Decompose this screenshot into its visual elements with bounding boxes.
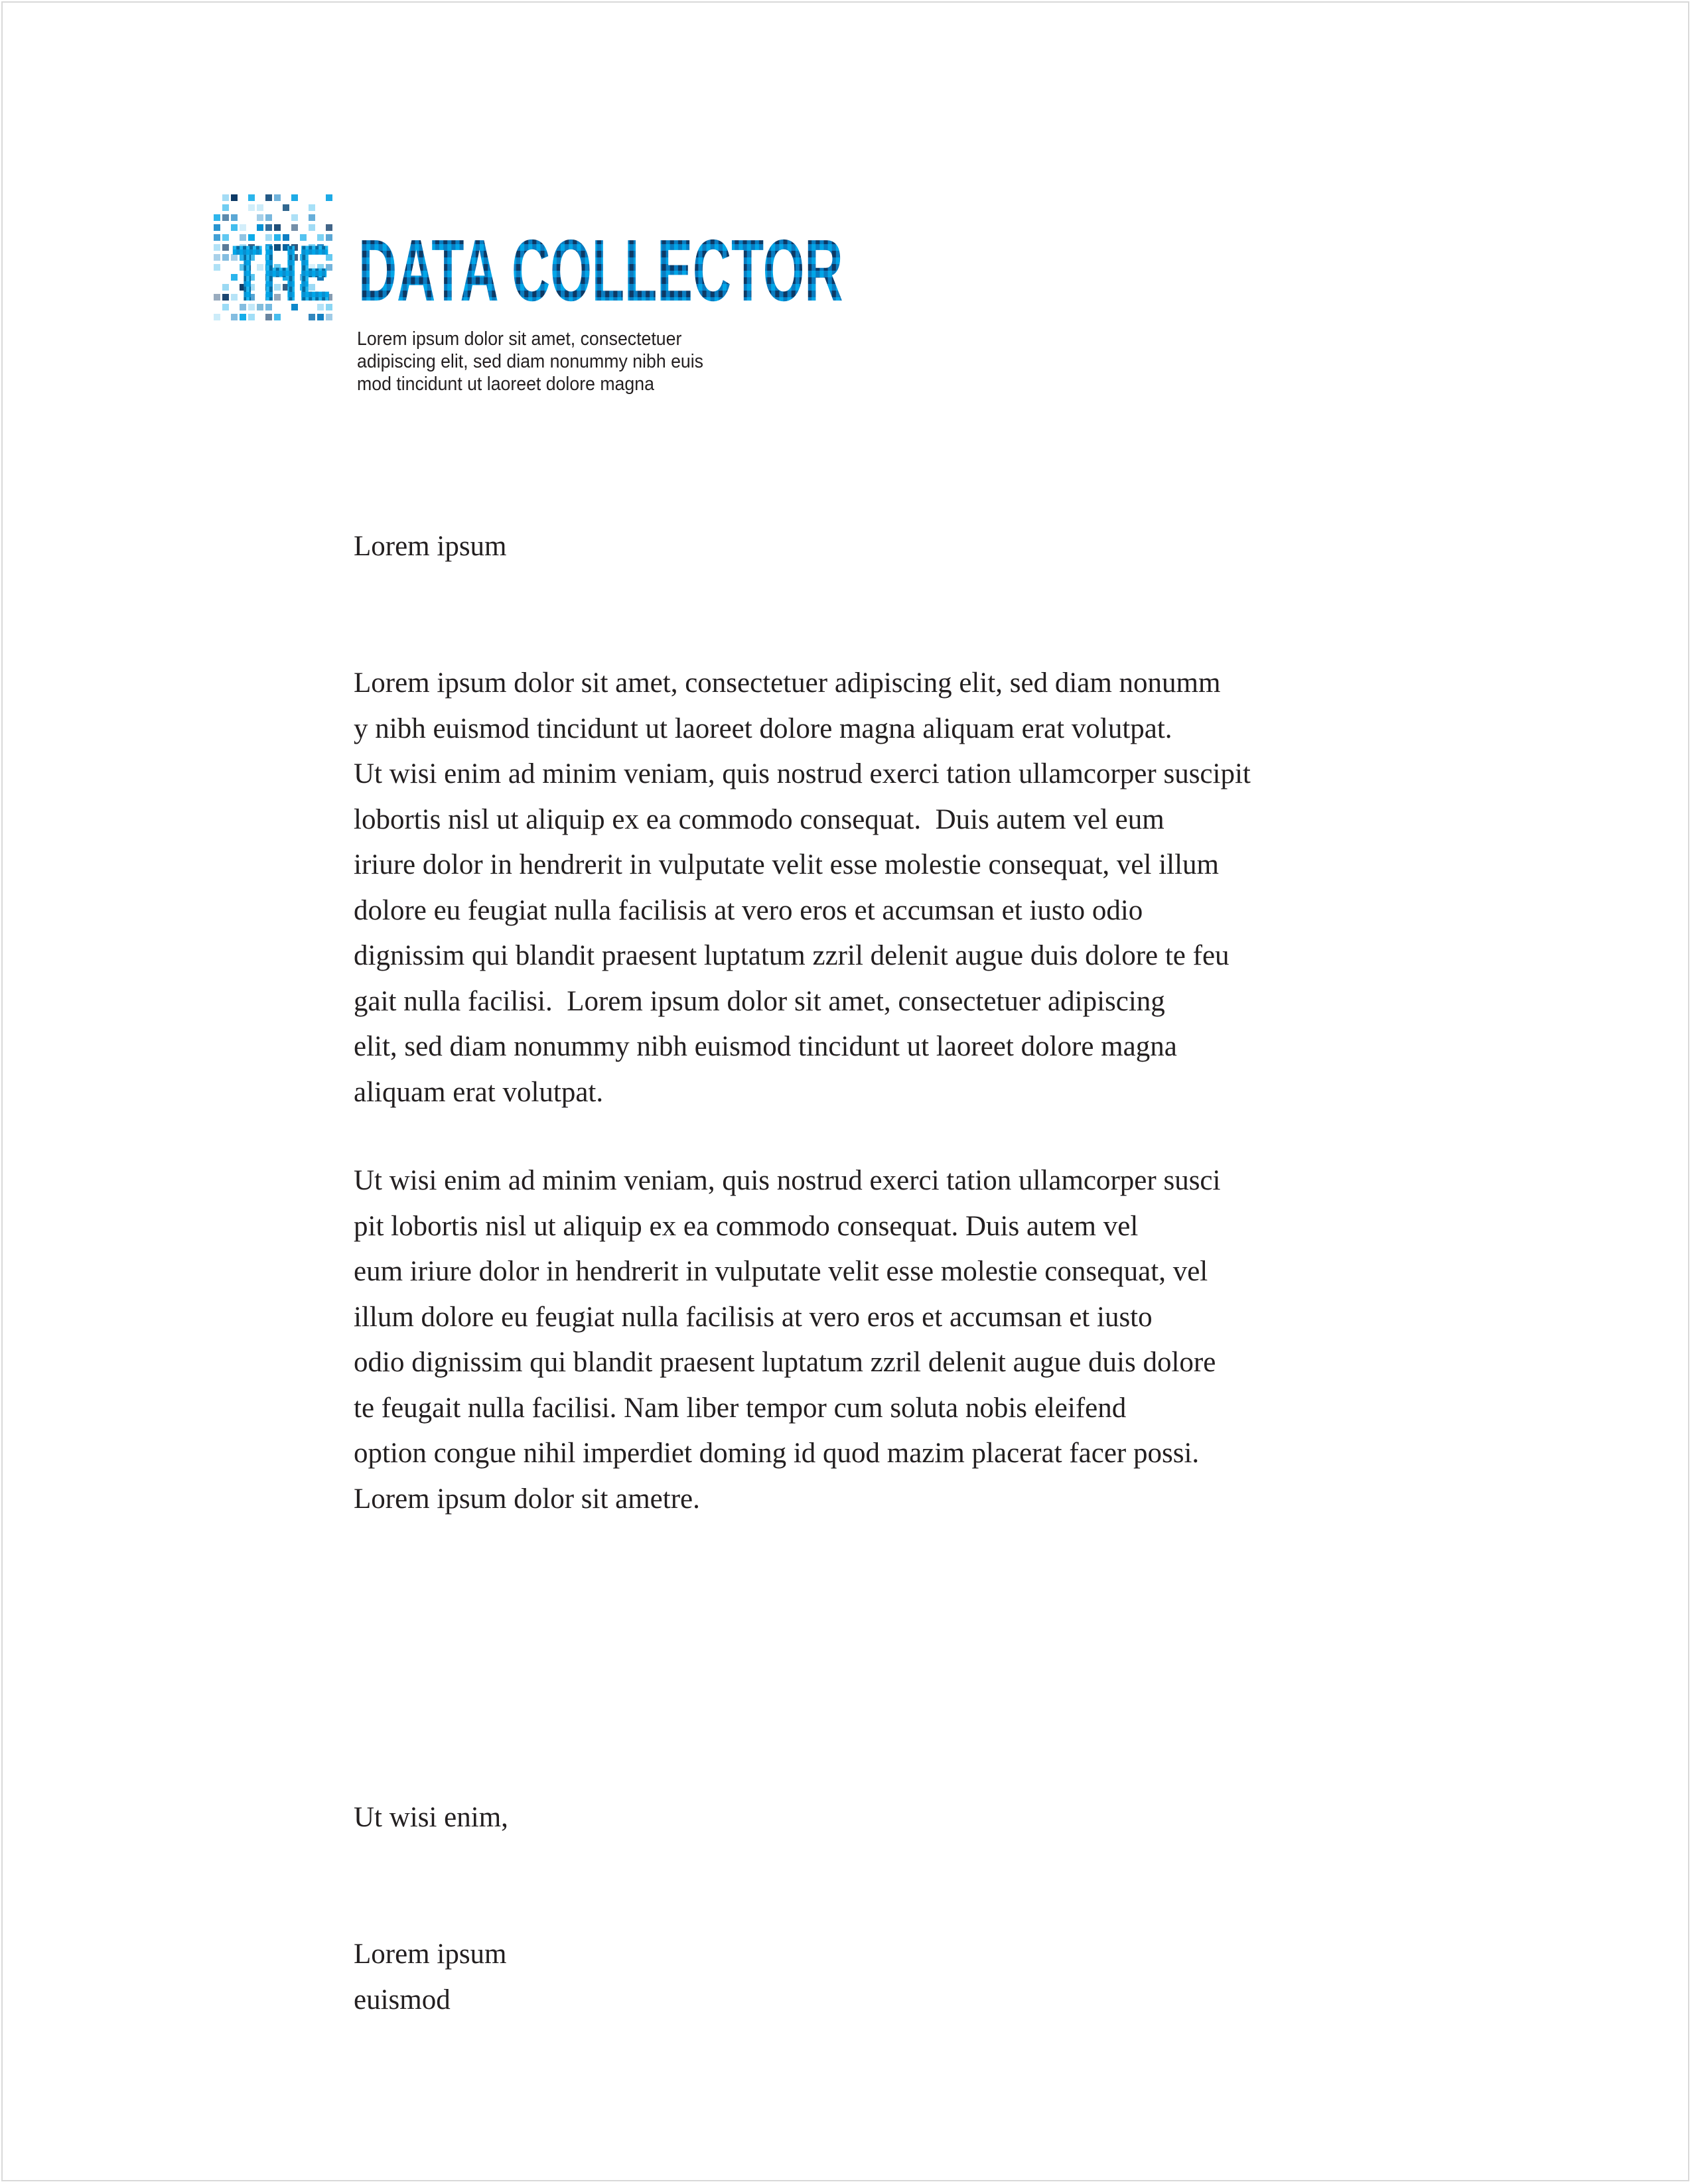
letter-closing [354,1795,1482,1841]
pixel-square [309,214,315,221]
letter-greeting [354,524,1482,570]
pixel-square [222,254,229,261]
paragraph-line: Lorem ipsum dolor sit ametre. [354,1483,700,1515]
paragraph-line: gait nulla facilisi. Lorem ipsum dolor sit amet, consectetuer adipiscing [354,985,1165,1017]
pixel-square [222,204,229,211]
paragraph-line: pit lobortis nisl ut aliquip ex ea commodo consequat. Duis autem vel [354,1210,1139,1242]
pixel-square [274,194,281,201]
paragraph-line: iriure dolor in hendrerit in vulputate velit esse molestie consequat, vel illum [354,849,1220,880]
pixel-square [222,194,229,201]
paragraph-line: option congue nihil imperdiet doming id quod mazim placerat facer possi. [354,1438,1200,1469]
pixel-square [222,294,229,301]
paragraph-line: illum dolore eu feugiat nulla facilisis at vero eros et accumsan et iusto [354,1301,1153,1333]
pixel-square [214,294,220,301]
pixel-square [291,194,298,201]
logo [212,191,843,337]
pixel-square [214,254,220,261]
paragraph-line: aliquam erat volutpat. [354,1076,604,1108]
paragraph-line: y nibh euismod tincidunt ut laoreet dolore magna aliquam erat volutpat. [354,713,1172,744]
pixel-square [248,194,255,201]
paragraph-line: dolore eu feugiat nulla facilisis at vero eros et accumsan et iusto odio [354,894,1143,926]
pixel-square [326,194,332,201]
paragraph-line: dignissim qui blandit praesent luptatum zzril delenit augue duis dolore te feu [354,940,1230,971]
tagline-line: adipiscing elit, sed diam nonummy nibh euis [357,351,704,372]
pixel-square [222,244,229,251]
pixel-square [231,194,238,201]
logo-graphic [212,191,843,337]
tagline-line: mod tincidunt ut laoreet dolore magna [357,374,654,395]
pixel-square [222,284,229,291]
paragraph-line: eum iriure dolor in hendrerit in vulputate velit esse molestie consequat, vel [354,1256,1208,1287]
paragraph-line: odio dignissim qui blandit praesent luptatum zzril delenit augue duis dolore [354,1347,1216,1378]
pixel-square [214,214,220,221]
pixel-square [265,194,272,201]
pixel-square [214,314,220,320]
signature-line: Lorem ipsum [354,1939,507,1970]
paragraph-line: elit, sed diam nonummy nibh euismod tincidunt ut laoreet dolore magna [354,1031,1177,1062]
signature-line: euismod [354,1984,451,2015]
pixel-square [257,204,263,211]
pixel-square [214,224,220,231]
pixel-square [214,264,220,271]
paragraph-line: Ut wisi enim ad minim veniam, quis nostrud exerci tation ullamcorper susci [354,1165,1221,1196]
pixel-square [214,234,220,241]
letter-paragraph-1 [354,661,1482,1115]
pixel-square [231,214,238,221]
pixel-square [214,244,220,251]
paragraph-line: Ut wisi enim ad minim veniam, quis nostrud exerci tation ullamcorper suscipit [354,758,1251,789]
tagline-line: Lorem ipsum dolor sit amet, consectetuer [357,328,682,350]
pixel-square [291,214,298,221]
pixel-square [222,234,229,241]
pixel-square [248,204,255,211]
paragraph-line: Lorem ipsum dolor sit amet, consectetuer adipiscing elit, sed diam nonumm [354,667,1221,699]
pixel-square [222,304,229,310]
pixel-square [257,214,263,221]
pixel-square [265,214,272,221]
paragraph-line: lobortis nisl ut aliquip ex ea commodo consequat. Duis autem vel eum [354,803,1164,835]
tagline [357,328,784,395]
pixel-square [222,214,229,221]
closing-text: Ut wisi enim, [354,1802,508,1833]
logo-the-text: THE [232,230,331,318]
greeting-text: Lorem ipsum [354,531,507,562]
paragraph-line: te feugait nulla facilisi. Nam liber tempor cum soluta nobis eleifend [354,1392,1127,1424]
letter-paragraph-2 [354,1158,1482,1522]
pixel-square [309,204,315,211]
letter-signature [354,1932,1482,2023]
logo-main-text: DATA COLLECTOR [358,222,843,320]
pixel-square [283,204,289,211]
